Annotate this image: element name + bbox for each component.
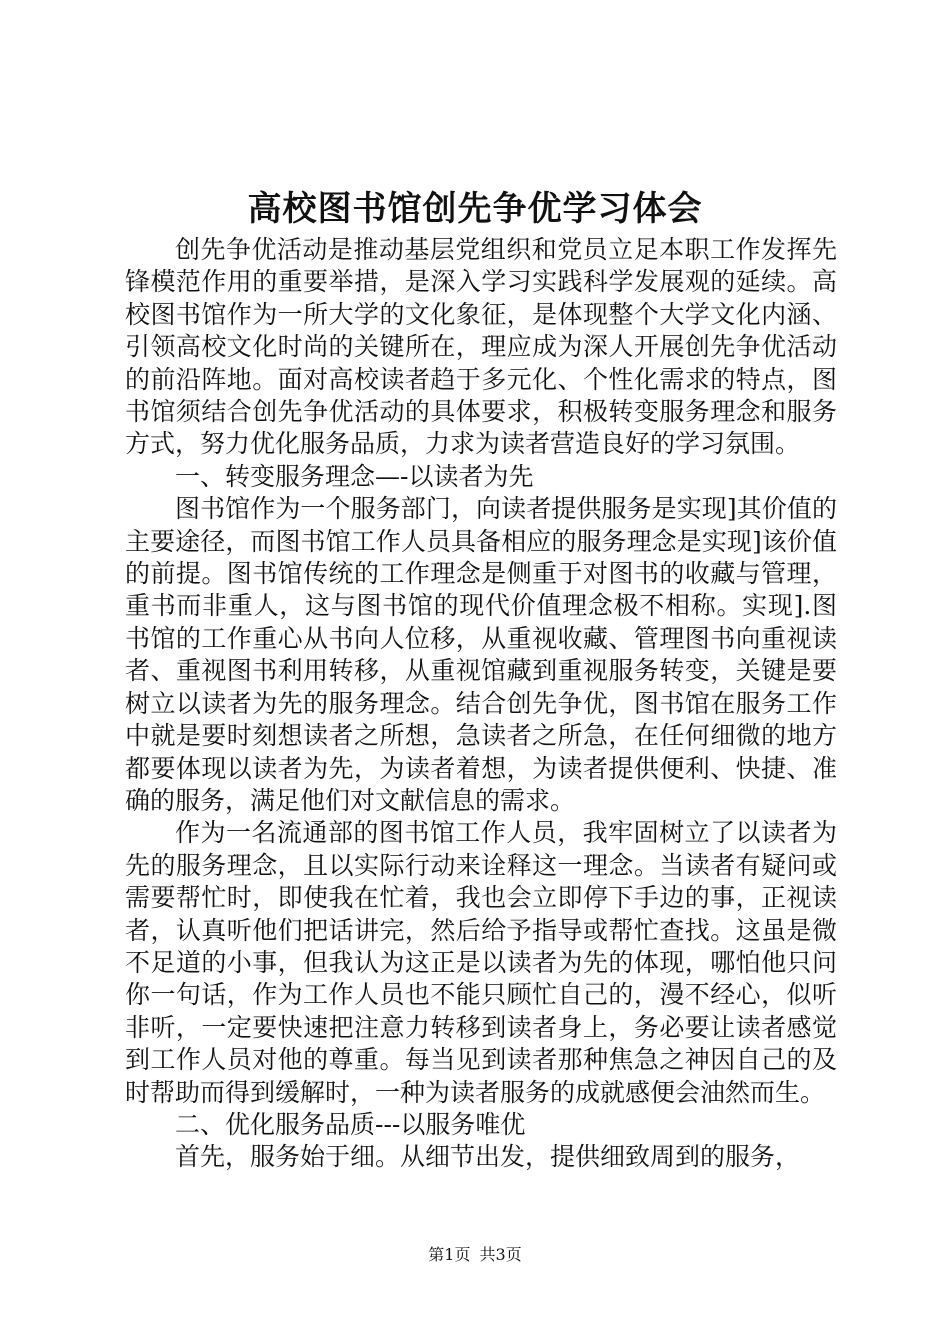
paragraph-section-1-example: 作为一名流通部的图书馆工作人员，我牢固树立了以读者为先的服务理念，且以实际行动来诠释这一理念。当读者有疑问或需要帮忙时，即使我在忙着，我也会立即停下手边的事，正视读者，认真听他们把话讲完，然后给予指导或帮忙查找。这虽是微不足道的小事，但我认为这正是以读者为先的体现，哪怕他只问你一句话，作为工作人员也不能只顾忙自己的，漫不经心，似听非听，一定要快速把注意力转移到读者身上，务必要让读者感觉到工作人员对他的尊重。每当见到读者那种焦急之神因自己的及时帮助而得到缓解时，一种为读者服务的成就感便会油然而生。: [125, 818, 837, 1107]
page-number: 第1页: [428, 1245, 471, 1264]
paragraph-intro: 创先争优活动是推动基层党组织和党员立足本职工作发挥先锋模范作用的重要举措，是深入学习实践科学发展观的延续。高校图书馆作为一所大学的文化象征，是体现整个大学文化内涵、引领高校文化时尚的关键所在，理应成为深人开展创先争优活动的前沿阵地。面对高校读者趋于多元化、个性化需求的特点，图书馆须结合创先争优活动的具体要求，积极转变服务理念和服务方式，努力优化服务品质，力求为读者营造良好的学习氛围。: [125, 235, 837, 459]
paragraph-section-2: 首先，服务始于细。从细节出发，提供细致周到的服务，: [175, 1142, 801, 1172]
section-heading-2: 二、优化服务品质---以服务唯优: [175, 1109, 526, 1139]
paragraph-section-1: 图书馆作为一个服务部门，向读者提供服务是实现]其价值的主要途径，而图书馆工作人员具备相应的服务理念是实现]该价值的前提。图书馆传统的工作理念是侧重于对图书的收藏与管理，重书而非重人，这与图书馆的现代价值理念极不相称。实现].图书馆的工作重心从书向人位移，从重视收藏、管理图书向重视读者、重视图书利用转移，从重视馆藏到重视服务转变，关键是要树立以读者为先的服务理念。结合创先争优，图书馆在服务工作中就是要时刻想读者之所想，急读者之所急，在任何细微的地方都要体现以读者为先，为读者着想，为读者提供便利、快捷、准确的服务，满足他们对文献信息的需求。: [125, 494, 837, 815]
document-body: [125, 234, 837, 1174]
page-total: 共3页: [479, 1245, 522, 1264]
document-title: 高校图书馆创先争优学习体会: [247, 189, 703, 229]
section-heading-1: 一、转变服务理念—-以读者为先: [175, 461, 534, 491]
page-footer: [0, 1244, 950, 1266]
